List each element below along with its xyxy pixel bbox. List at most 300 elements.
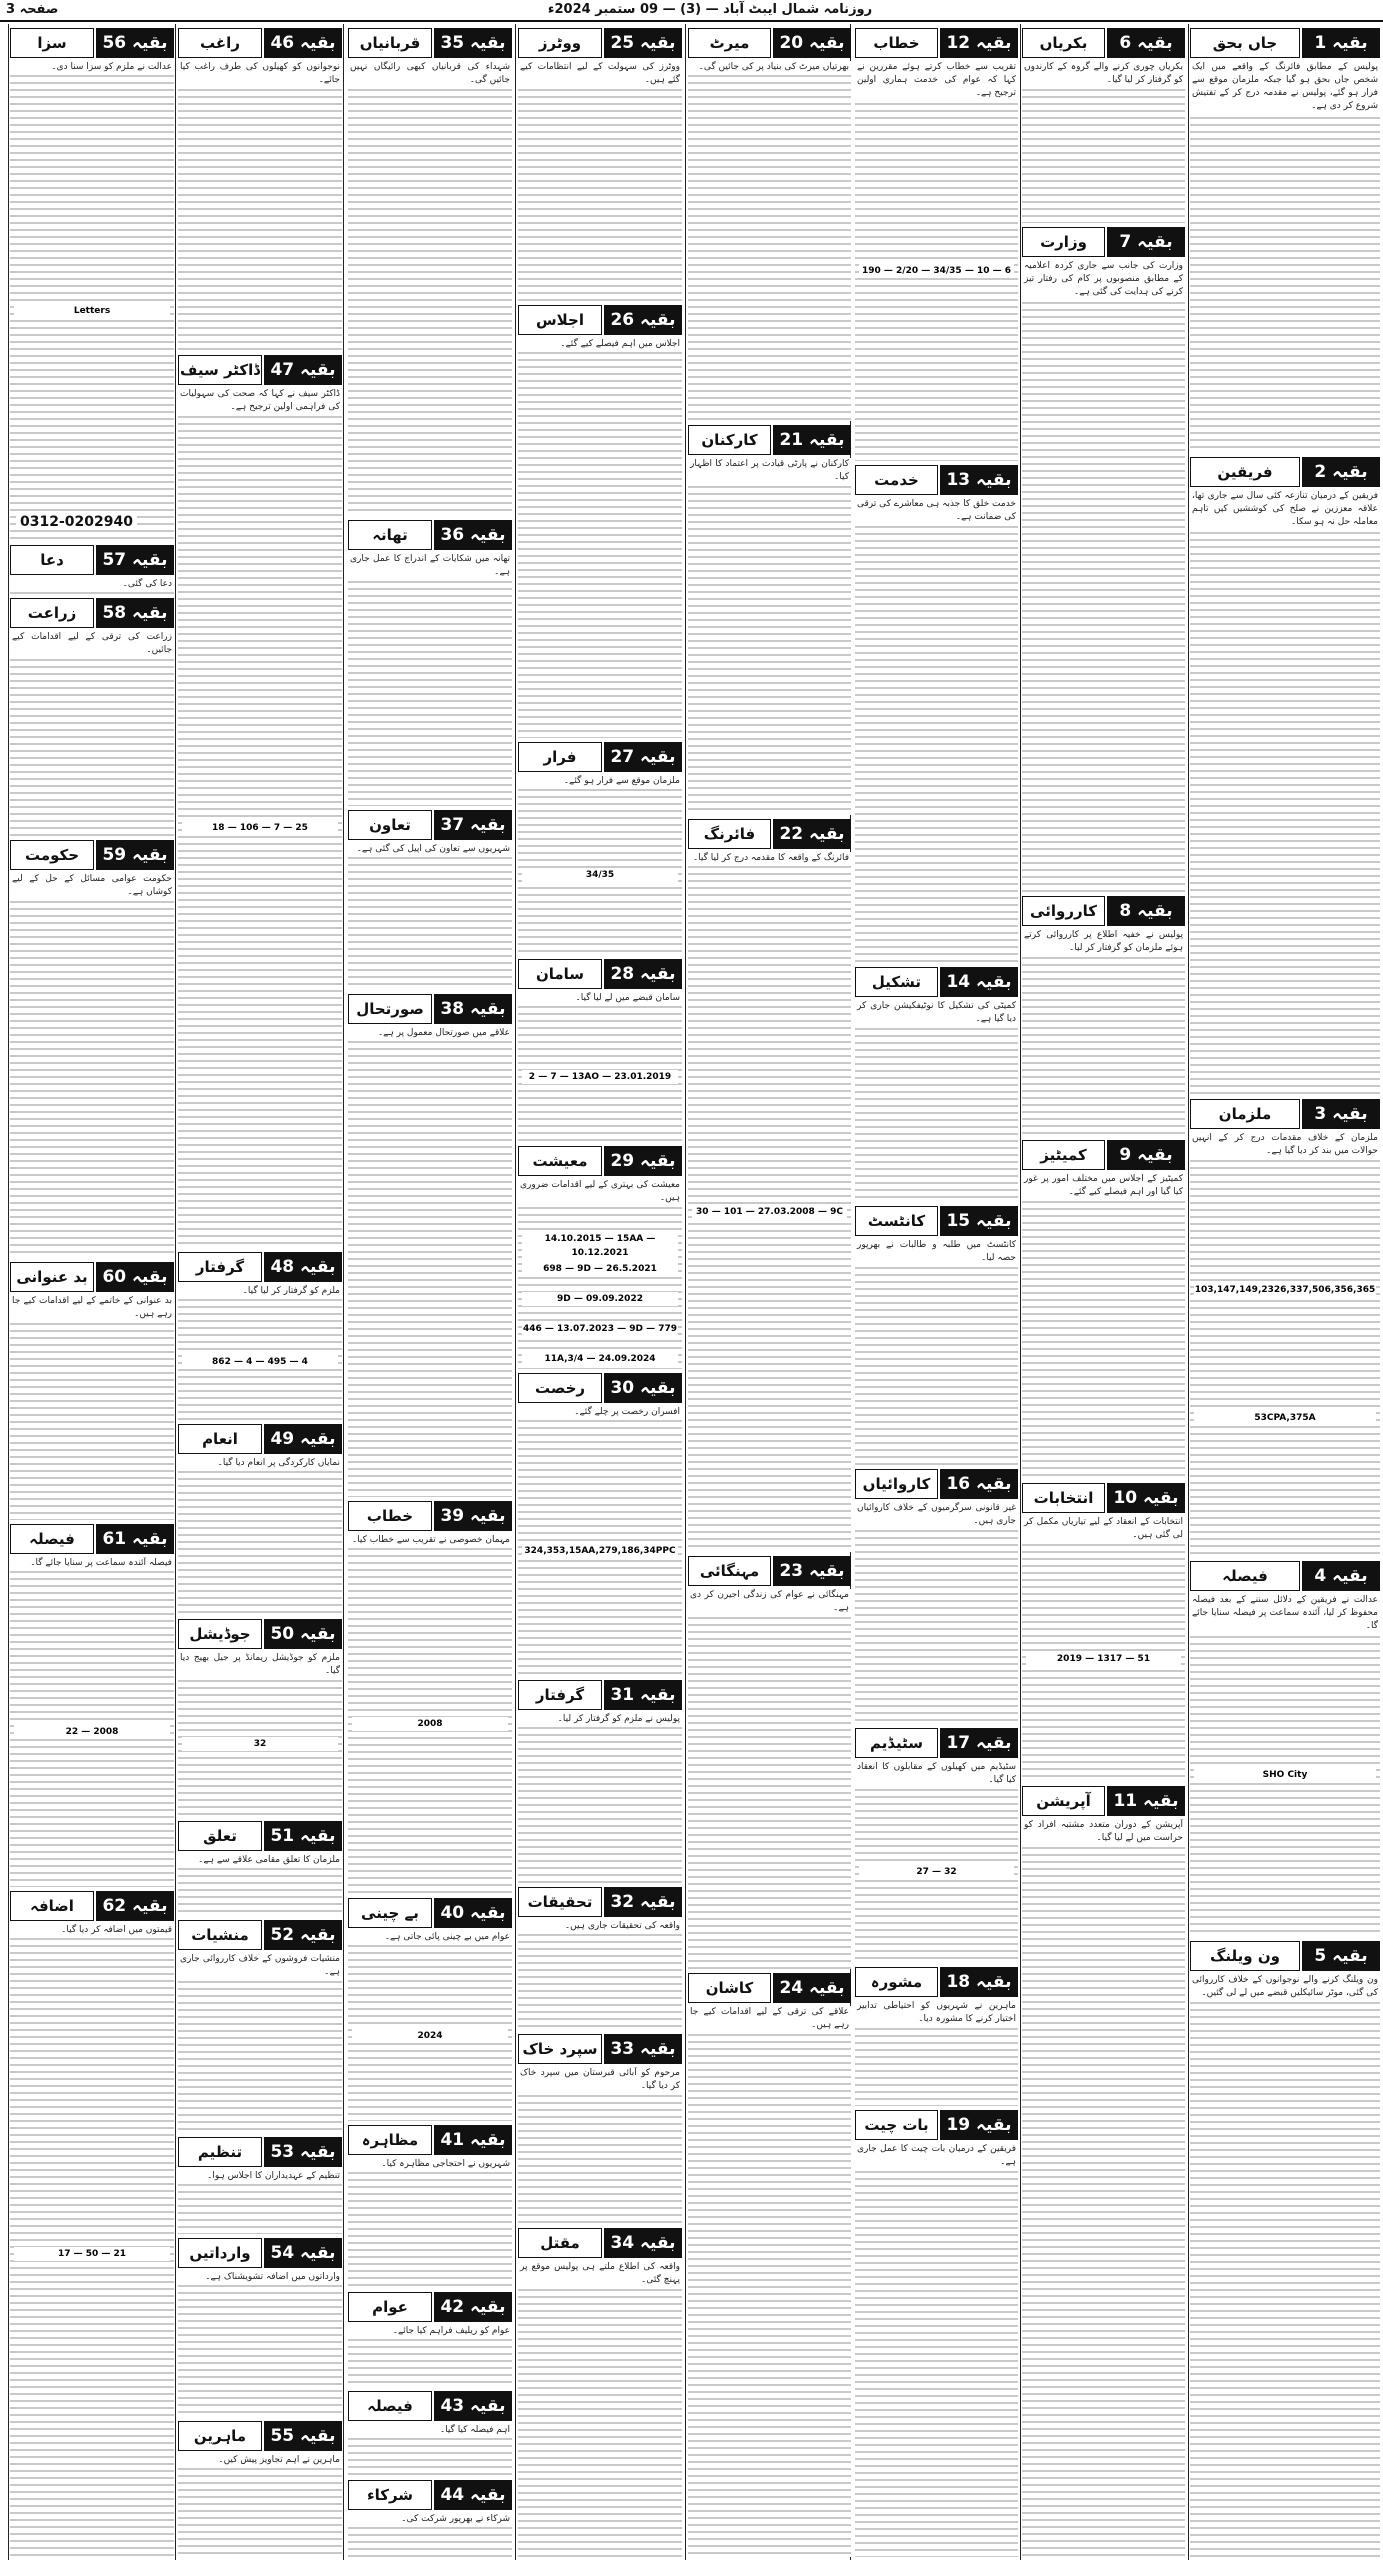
article-body bbox=[178, 2170, 342, 2234]
article-header bbox=[348, 28, 512, 58]
continuation-number: بقیہ 47 bbox=[264, 355, 342, 385]
article-text: دعا کی گئی۔ bbox=[10, 578, 174, 591]
article-body bbox=[10, 578, 174, 594]
article-header bbox=[348, 2480, 512, 2510]
article-body bbox=[518, 1713, 682, 1883]
continuation-number: بقیہ 50 bbox=[264, 1619, 342, 1649]
article-header bbox=[518, 2228, 682, 2258]
article-text: ملزم کو گرفتار کر لیا گیا۔ bbox=[178, 1285, 342, 1298]
dateline: روزنامہ شمال ایبٹ آباد — (3) — 09 ستمبر 2024ء bbox=[547, 2, 873, 17]
continuation-article bbox=[178, 351, 342, 1248]
article-body bbox=[10, 61, 174, 541]
continuation-number: بقیہ 42 bbox=[434, 2292, 512, 2322]
continuation-keyword: ووٹرز bbox=[518, 28, 602, 58]
article-header bbox=[178, 1252, 342, 1282]
continuation-number: بقیہ 11 bbox=[1107, 1786, 1185, 1816]
continuation-article bbox=[178, 1615, 342, 1817]
article-header bbox=[348, 2125, 512, 2155]
continuation-keyword: جاں بحق bbox=[1190, 28, 1300, 58]
article-header bbox=[10, 545, 174, 575]
continuation-keyword: تھانہ bbox=[348, 520, 432, 550]
continuation-article bbox=[518, 1883, 682, 2030]
article-body bbox=[855, 1502, 1018, 1724]
continuation-keyword: تحقیقات bbox=[518, 1887, 602, 1917]
article-text: بکریاں چوری کرنے والے گروہ کے کارندوں کو گرفتار کر لیا گیا۔ bbox=[1024, 62, 1183, 85]
article-text: ووٹرز کی سہولت کے لیے انتظامات کیے گئے ہیں۔ bbox=[520, 62, 680, 85]
article-header bbox=[688, 425, 851, 455]
article-body bbox=[518, 1406, 682, 1676]
continuation-keyword: انتخابات bbox=[1022, 1483, 1105, 1513]
article-header bbox=[1190, 457, 1380, 487]
article-header bbox=[348, 810, 512, 840]
article-text: پولیس نے ملزم کو گرفتار کر لیا۔ bbox=[518, 1713, 682, 1726]
continuation-number: بقیہ 43 bbox=[434, 2391, 512, 2421]
continuation-keyword: بے چینی bbox=[348, 1898, 432, 1928]
article-body bbox=[348, 2325, 512, 2387]
article-header bbox=[518, 1680, 682, 1710]
continuation-keyword: مقتل bbox=[518, 2228, 602, 2258]
continuation-number: بقیہ 34 bbox=[604, 2228, 682, 2258]
article-body bbox=[518, 1920, 682, 2030]
continuation-keyword: کاروائیاں bbox=[855, 1469, 938, 1499]
continuation-keyword: معیشت bbox=[518, 1146, 602, 1176]
continuation-number: بقیہ 28 bbox=[604, 959, 682, 989]
article-body bbox=[348, 61, 512, 516]
continuation-number: بقیہ 2 bbox=[1302, 457, 1380, 487]
article-figures: 34/35 bbox=[522, 868, 678, 882]
continuation-number: بقیہ 6 bbox=[1107, 28, 1185, 58]
continuation-number: بقیہ 30 bbox=[604, 1373, 682, 1403]
continuation-article bbox=[855, 2106, 1018, 2557]
article-figures: 9D — 09.09.2022 bbox=[522, 1292, 678, 1306]
article-text: مہمان خصوصی نے تقریب سے خطاب کیا۔ bbox=[348, 1534, 512, 1547]
news-column bbox=[1022, 24, 1185, 2557]
news-column bbox=[10, 24, 174, 2557]
article-header bbox=[10, 840, 174, 870]
article-text: فائرنگ کے واقعہ کا مقدمہ درج کر لیا گیا۔ bbox=[688, 852, 851, 865]
article-header bbox=[1022, 1786, 1185, 1816]
news-column bbox=[348, 24, 512, 2557]
article-header bbox=[688, 1556, 851, 1586]
article-text: اجلاس میں اہم فیصلے کیے گئے۔ bbox=[518, 338, 682, 351]
continuation-number: بقیہ 46 bbox=[264, 28, 342, 58]
continuation-keyword: تعاون bbox=[348, 810, 432, 840]
continuation-keyword: تنظیم bbox=[178, 2137, 262, 2167]
continuation-keyword: شرکاء bbox=[348, 2480, 432, 2510]
article-text: علاقے کی ترقی کے لیے اقدامات کیے جا رہے ہیں۔ bbox=[690, 2007, 849, 2030]
continuation-number: بقیہ 23 bbox=[773, 1556, 851, 1586]
article-header bbox=[10, 28, 174, 58]
article-text: نوجوانوں کو کھیلوں کی طرف راغب کیا جائے۔ bbox=[180, 62, 340, 85]
article-body bbox=[1190, 1132, 1380, 1557]
continuation-number: بقیہ 10 bbox=[1107, 1483, 1185, 1513]
article-text: وارداتوں میں اضافہ تشویشناک ہے۔ bbox=[178, 2271, 342, 2284]
article-text: سامان قبضے میں لے لیا گیا۔ bbox=[518, 992, 682, 1005]
continuation-article bbox=[518, 1676, 682, 1883]
article-header bbox=[855, 967, 1018, 997]
continuation-article bbox=[518, 955, 682, 1142]
article-body bbox=[855, 498, 1018, 963]
continuation-number: بقیہ 53 bbox=[264, 2137, 342, 2167]
article-text: مرحوم کو آبائی قبرستان میں سپرد خاک کر دیا گیا۔ bbox=[520, 2068, 680, 2091]
column-rule bbox=[343, 24, 344, 2560]
column-rule bbox=[515, 24, 516, 2560]
news-column bbox=[1190, 24, 1380, 2557]
article-text: کانٹسٹ میں طلبہ و طالبات نے بھرپور حصہ لیا۔ bbox=[857, 1240, 1016, 1263]
article-text: قیمتوں میں اضافہ کر دیا گیا۔ bbox=[10, 1924, 174, 1937]
article-text: بھرتیاں میرٹ کی بنیاد پر کی جائیں گی۔ bbox=[688, 61, 851, 74]
continuation-keyword: کمیٹیز bbox=[1022, 1140, 1105, 1170]
article-header bbox=[1190, 1561, 1380, 1591]
article-body bbox=[178, 1953, 342, 2133]
article-text: عدالت نے فریقین کے دلائل سننے کے بعد فیصلہ محفوظ کر لیا، آئندہ سماعت پر فیصلہ سنایا جائے گا۔ bbox=[1192, 1595, 1378, 1631]
continuation-keyword: اجلاس bbox=[518, 305, 602, 335]
article-text: ڈاکٹر سیف نے کہا کہ صحت کی سہولیات کی فراہمی اولین ترجیح ہے۔ bbox=[180, 389, 340, 412]
article-header bbox=[518, 959, 682, 989]
article-text: ون ویلنگ کرنے والے نوجوانوں کے خلاف کارروائی کی گئی، موٹر سائیکلیں قبضے میں لے لی گئیں۔ bbox=[1192, 1975, 1378, 1998]
article-text: علاقے میں صورتحال معمول پر ہے۔ bbox=[348, 1027, 512, 1040]
continuation-article bbox=[178, 2234, 342, 2417]
continuation-article bbox=[855, 1465, 1018, 1724]
continuation-article bbox=[178, 1420, 342, 1615]
article-header bbox=[178, 2421, 342, 2451]
article-body bbox=[178, 1854, 342, 1916]
continuation-keyword: مظاہرہ bbox=[348, 2125, 432, 2155]
continuation-article bbox=[855, 24, 1018, 461]
article-figures: 18 — 106 — 7 — 25 bbox=[182, 821, 338, 835]
news-column bbox=[688, 24, 851, 2557]
continuation-number: بقیہ 40 bbox=[434, 1898, 512, 1928]
column-rule bbox=[685, 24, 686, 2560]
column-rule bbox=[1020, 24, 1021, 2560]
article-body bbox=[10, 1295, 174, 1520]
article-body bbox=[688, 852, 851, 1552]
article-header bbox=[348, 1898, 512, 1928]
continuation-number: بقیہ 1 bbox=[1302, 28, 1380, 58]
article-header bbox=[10, 1891, 174, 1921]
continuation-number: بقیہ 37 bbox=[434, 810, 512, 840]
article-body bbox=[178, 2454, 342, 2557]
continuation-keyword: انعام bbox=[178, 1424, 262, 1454]
continuation-number: بقیہ 26 bbox=[604, 305, 682, 335]
article-text: مہنگائی نے عوام کی زندگی اجیرن کر دی ہے۔ bbox=[690, 1590, 849, 1613]
article-body bbox=[10, 1557, 174, 1887]
article-figures: 53CPA,375A bbox=[1194, 1411, 1376, 1425]
continuation-keyword: حکومت bbox=[10, 840, 94, 870]
continuation-article bbox=[178, 24, 342, 351]
article-header bbox=[178, 1821, 342, 1851]
article-text: شہریوں سے تعاون کی اپیل کی گئی ہے۔ bbox=[348, 843, 512, 856]
article-body bbox=[688, 458, 851, 815]
continuation-keyword: زراعت bbox=[10, 598, 94, 628]
continuation-keyword: ماہرین bbox=[178, 2421, 262, 2451]
article-header bbox=[518, 1146, 682, 1176]
article-body bbox=[1022, 260, 1185, 892]
article-header bbox=[518, 742, 682, 772]
article-header bbox=[10, 598, 174, 628]
article-text: افسران رخصت پر چلے گئے۔ bbox=[518, 1406, 682, 1419]
continuation-article bbox=[688, 421, 851, 815]
continuation-keyword: قربانیاں bbox=[348, 28, 432, 58]
article-header bbox=[348, 2391, 512, 2421]
continuation-keyword: تعلق bbox=[178, 1821, 262, 1851]
article-header bbox=[688, 1973, 851, 2003]
continuation-number: بقیہ 59 bbox=[96, 840, 174, 870]
continuation-keyword: راغب bbox=[178, 28, 262, 58]
article-header bbox=[1022, 227, 1185, 257]
article-body bbox=[518, 992, 682, 1142]
continuation-number: بقیہ 21 bbox=[773, 425, 851, 455]
continuation-keyword: گرفتار bbox=[518, 1680, 602, 1710]
continuation-keyword: رخصت bbox=[518, 1373, 602, 1403]
article-header bbox=[518, 305, 682, 335]
continuation-keyword: سزا bbox=[10, 28, 94, 58]
continuation-keyword: وارداتیں bbox=[178, 2238, 262, 2268]
continuation-article bbox=[178, 1248, 342, 1420]
continuation-article bbox=[1022, 1479, 1185, 1782]
article-text: فیصلہ آئندہ سماعت پر سنایا جائے گا۔ bbox=[10, 1557, 174, 1570]
continuation-article bbox=[1022, 1136, 1185, 1479]
continuation-article bbox=[348, 516, 512, 806]
continuation-number: بقیہ 20 bbox=[773, 28, 851, 58]
article-header bbox=[178, 2137, 342, 2167]
continuation-article bbox=[348, 1497, 512, 1894]
continuation-keyword: ملزمان bbox=[1190, 1099, 1300, 1129]
continuation-article bbox=[855, 1963, 1018, 2106]
article-body bbox=[855, 2000, 1018, 2106]
continuation-article bbox=[178, 2417, 342, 2557]
article-body bbox=[178, 2271, 342, 2417]
continuation-article bbox=[10, 836, 174, 1258]
article-header bbox=[178, 1619, 342, 1649]
continuation-article bbox=[10, 541, 174, 594]
article-body bbox=[1190, 61, 1380, 453]
article-text: وزارت کی جانب سے جاری کردہ اعلامیہ کے مطابق منصوبوں پر کام کی رفتار تیز کرنے کی ہدایت کی گئی ہے۔ bbox=[1024, 261, 1183, 297]
continuation-number: بقیہ 32 bbox=[604, 1887, 682, 1917]
article-header bbox=[348, 1501, 512, 1531]
continuation-article bbox=[688, 24, 851, 421]
article-body bbox=[855, 1239, 1018, 1465]
article-text: پولیس نے خفیہ اطلاع پر کارروائی کرتے ہوئے ملزمان کو گرفتار کر لیا۔ bbox=[1024, 930, 1183, 953]
continuation-keyword: فریقین bbox=[1190, 457, 1300, 487]
continuation-number: بقیہ 16 bbox=[940, 1469, 1018, 1499]
continuation-keyword: سپرد خاک bbox=[518, 2034, 602, 2064]
article-header bbox=[855, 465, 1018, 495]
continuation-keyword: اضافہ bbox=[10, 1891, 94, 1921]
article-header bbox=[518, 28, 682, 58]
article-header bbox=[855, 1206, 1018, 1236]
article-figures: 2019 — 1317 — 51 bbox=[1026, 1652, 1181, 1666]
article-body bbox=[1022, 1819, 1185, 2557]
column-rule bbox=[1188, 24, 1189, 2560]
article-text: تقریب سے خطاب کرتے ہوئے مقررین نے کہا کہ عوام کی خدمت ہماری اولین ترجیح ہے۔ bbox=[857, 62, 1016, 98]
continuation-keyword: وزارت bbox=[1022, 227, 1105, 257]
article-header bbox=[518, 1373, 682, 1403]
article-text: منشیات فروشوں کے خلاف کارروائی جاری ہے۔ bbox=[180, 1954, 340, 1977]
article-text: عدالت نے ملزم کو سزا سنا دی۔ bbox=[10, 61, 174, 74]
article-text: واقعہ کی تحقیقات جاری ہیں۔ bbox=[518, 1920, 682, 1933]
continuation-article bbox=[348, 2387, 512, 2476]
continuation-article bbox=[178, 1817, 342, 1916]
article-text: حکومت عوامی مسائل کے حل کے لیے کوشاں ہے۔ bbox=[12, 874, 172, 897]
continuation-number: بقیہ 29 bbox=[604, 1146, 682, 1176]
article-header bbox=[855, 1469, 1018, 1499]
article-text: انتخابات کے انعقاد کے لیے تیاریاں مکمل کر لی گئی ہیں۔ bbox=[1024, 1517, 1183, 1540]
article-body bbox=[1190, 1974, 1380, 2557]
continuation-number: بقیہ 54 bbox=[264, 2238, 342, 2268]
continuation-keyword: فیصلہ bbox=[10, 1524, 94, 1554]
continuation-article bbox=[518, 1369, 682, 1676]
article-text: ملزمان کے خلاف مقدمات درج کر کے انہیں حوالات میں بند کر دیا گیا ہے۔ bbox=[1192, 1133, 1378, 1156]
article-body bbox=[348, 1534, 512, 1894]
article-header bbox=[518, 2034, 682, 2064]
article-figures: 2024 bbox=[352, 2029, 508, 2043]
continuation-number: بقیہ 18 bbox=[940, 1967, 1018, 1997]
article-header bbox=[688, 28, 851, 58]
article-text: کمیٹیز کے اجلاس میں مختلف امور پر غور کیا گیا اور اہم فیصلے کیے گئے۔ bbox=[1024, 1174, 1183, 1197]
article-header bbox=[518, 1887, 682, 1917]
article-figures: 17 — 50 — 21 bbox=[14, 2247, 170, 2261]
article-header bbox=[1022, 896, 1185, 926]
continuation-article bbox=[518, 1142, 682, 1369]
article-header bbox=[1190, 28, 1380, 58]
article-text: فریقین کے درمیان بات چیت کا عمل جاری ہے۔ bbox=[857, 2144, 1016, 2167]
continuation-article bbox=[348, 1894, 512, 2121]
article-figures: 32 bbox=[182, 1737, 338, 1751]
continuation-number: بقیہ 7 bbox=[1107, 227, 1185, 257]
continuation-number: بقیہ 27 bbox=[604, 742, 682, 772]
article-text: فریقین کے درمیان تنازعہ کئی سال سے جاری تھا، علاقہ معززین نے صلح کی کوششیں کیں تاہم معاملہ حل نہ ہو سکا۔ bbox=[1192, 491, 1378, 527]
article-body bbox=[1190, 1594, 1380, 1937]
continuation-article bbox=[688, 1552, 851, 1969]
article-text: شہداء کی قربانیاں کبھی رائیگاں نہیں جائیں گی۔ bbox=[350, 62, 510, 85]
article-figures: 2008 bbox=[352, 1717, 508, 1731]
article-text: آپریشن کے دوران متعدد مشتبہ افراد کو حراست میں لے لیا گیا۔ bbox=[1024, 1820, 1183, 1843]
continuation-article bbox=[855, 461, 1018, 963]
continuation-keyword: آپریشن bbox=[1022, 1786, 1105, 1816]
continuation-article bbox=[518, 2224, 682, 2557]
article-body bbox=[855, 1000, 1018, 1202]
continuation-article bbox=[178, 2133, 342, 2234]
article-figures: 2 — 7 — 13AO — 23.01.2019 bbox=[522, 1070, 678, 1084]
news-column bbox=[855, 24, 1018, 2557]
article-figures: 190 — 2/20 — 34/35 — 10 — 6 bbox=[859, 264, 1014, 278]
continuation-keyword: فیصلہ bbox=[1190, 1561, 1300, 1591]
article-body bbox=[348, 2158, 512, 2288]
continuation-number: بقیہ 51 bbox=[264, 1821, 342, 1851]
continuation-number: بقیہ 62 bbox=[96, 1891, 174, 1921]
continuation-keyword: فرار bbox=[518, 742, 602, 772]
continuation-article bbox=[1022, 892, 1185, 1136]
continuation-keyword: سٹیڈیم bbox=[855, 1728, 938, 1758]
article-body bbox=[518, 2067, 682, 2224]
masthead bbox=[0, 0, 1383, 22]
continuation-keyword: بات چیت bbox=[855, 2110, 938, 2140]
article-header bbox=[178, 1424, 342, 1454]
continuation-number: بقیہ 15 bbox=[940, 1206, 1018, 1236]
article-body bbox=[1022, 929, 1185, 1136]
article-text: شرکاء نے بھرپور شرکت کی۔ bbox=[348, 2513, 512, 2526]
continuation-keyword: خطاب bbox=[855, 28, 938, 58]
continuation-article bbox=[855, 1724, 1018, 1963]
continuation-number: بقیہ 25 bbox=[604, 28, 682, 58]
continuation-number: بقیہ 31 bbox=[604, 1680, 682, 1710]
article-body bbox=[348, 553, 512, 806]
article-header bbox=[1022, 1140, 1185, 1170]
continuation-number: بقیہ 41 bbox=[434, 2125, 512, 2155]
article-header bbox=[348, 2292, 512, 2322]
article-header bbox=[1022, 1483, 1185, 1513]
article-header bbox=[178, 2238, 342, 2268]
article-text: ماہرین نے اہم تجاویز پیش کیں۔ bbox=[178, 2454, 342, 2467]
article-figures: 30 — 101 — 27.03.2008 — 9C bbox=[692, 1205, 847, 1219]
continuation-keyword: بکریاں bbox=[1022, 28, 1105, 58]
continuation-keyword: فیصلہ bbox=[348, 2391, 432, 2421]
continuation-keyword: جوڈیشل bbox=[178, 1619, 262, 1649]
continuation-keyword: میرٹ bbox=[688, 28, 771, 58]
article-text: شہریوں نے احتجاجی مظاہرہ کیا۔ bbox=[348, 2158, 512, 2171]
continuation-keyword: تشکیل bbox=[855, 967, 938, 997]
continuation-article bbox=[10, 1258, 174, 1520]
article-figures: 103,147,149,2326,337,506,356,365 bbox=[1194, 1285, 1376, 1295]
continuation-article bbox=[855, 963, 1018, 1202]
continuation-number: بقیہ 52 bbox=[264, 1920, 342, 1950]
article-body bbox=[10, 1924, 174, 2557]
phone-number: 0312-0202940 bbox=[16, 514, 137, 530]
article-header bbox=[855, 1728, 1018, 1758]
continuation-article bbox=[518, 738, 682, 955]
column-rule bbox=[175, 24, 176, 2560]
article-text: پولیس کے مطابق فائرنگ کے واقعے میں ایک شخص جاں بحق ہو گیا جبکہ ملزمان موقع سے فرار ہو گئے، پولیس نے مقدمہ درج کر کے تفتیش شروع کر دی ہے۔ bbox=[1192, 62, 1378, 111]
article-text: معیشت کی بہتری کے لیے اقدامات ضروری ہیں۔ bbox=[520, 1180, 680, 1203]
continuation-number: بقیہ 3 bbox=[1302, 1099, 1380, 1129]
continuation-number: بقیہ 57 bbox=[96, 545, 174, 575]
continuation-number: بقیہ 9 bbox=[1107, 1140, 1185, 1170]
article-text: سٹیڈیم میں کھیلوں کے مقابلوں کا انعقاد کیا گیا۔ bbox=[857, 1762, 1016, 1785]
continuation-article bbox=[1022, 223, 1185, 892]
article-header bbox=[855, 28, 1018, 58]
article-figures: 446 — 13.07.2023 — 9D — 779 bbox=[522, 1324, 678, 1334]
article-header bbox=[10, 1262, 174, 1292]
article-body bbox=[855, 1761, 1018, 1963]
article-figures: 324,353,15AA,279,186,34PPC bbox=[522, 1544, 678, 1558]
continuation-article bbox=[1190, 453, 1380, 1095]
article-body bbox=[1022, 61, 1185, 223]
continuation-keyword: مشورہ bbox=[855, 1967, 938, 1997]
article-body bbox=[518, 61, 682, 301]
article-header bbox=[1190, 1099, 1380, 1129]
continuation-article bbox=[10, 24, 174, 541]
article-body bbox=[1022, 1173, 1185, 1479]
continuation-keyword: کاشان bbox=[688, 1973, 771, 2003]
article-body bbox=[10, 873, 174, 1258]
continuation-article bbox=[1190, 1557, 1380, 1937]
article-text: تھانہ میں شکایات کے اندراج کا عمل جاری ہے۔ bbox=[350, 554, 510, 577]
continuation-article bbox=[518, 24, 682, 301]
article-body bbox=[1022, 1516, 1185, 1782]
article-body bbox=[518, 775, 682, 955]
article-body bbox=[10, 631, 174, 836]
continuation-number: بقیہ 39 bbox=[434, 1501, 512, 1531]
article-text: کمیٹی کی تشکیل کا نوٹیفکیشن جاری کر دیا گیا ہے۔ bbox=[857, 1001, 1016, 1024]
continuation-number: بقیہ 24 bbox=[773, 1973, 851, 2003]
continuation-number: بقیہ 8 bbox=[1107, 896, 1185, 926]
article-text: ملزمان موقع سے فرار ہو گئے۔ bbox=[518, 775, 682, 788]
continuation-number: بقیہ 38 bbox=[434, 994, 512, 1024]
continuation-article bbox=[688, 1969, 851, 2557]
article-body bbox=[688, 2006, 851, 2557]
continuation-keyword: کارکنان bbox=[688, 425, 771, 455]
